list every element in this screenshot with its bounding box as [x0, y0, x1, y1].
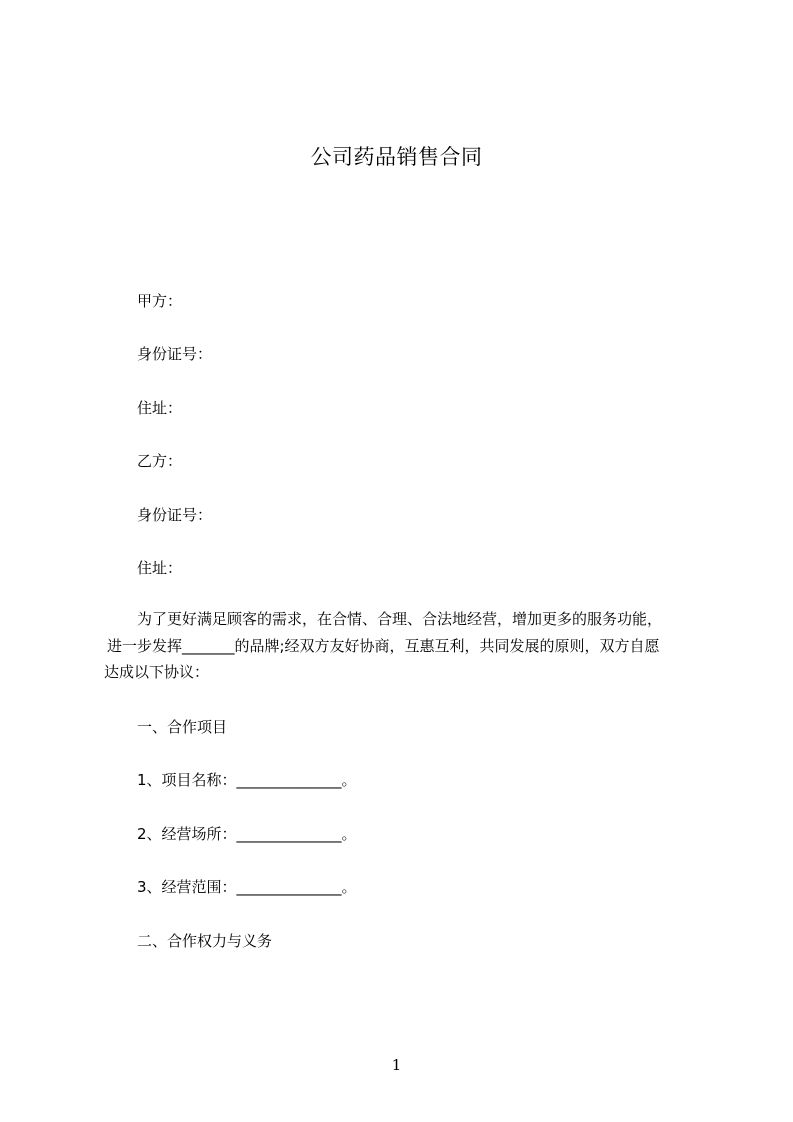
- party-a-address-label: 住址：: [137, 399, 183, 417]
- party-a-label: 甲方：: [137, 292, 183, 310]
- document-title: 公司药品销售合同: [310, 145, 483, 169]
- party-b-id-label: 身份证号：: [137, 506, 213, 524]
- business-location-item: 2、经营场所：______________。: [137, 825, 357, 843]
- project-name-item: 1、项目名称：______________。: [137, 771, 357, 789]
- page-number: 1: [391, 1056, 402, 1074]
- party-b-address-label: 住址：: [137, 559, 183, 577]
- party-b-label: 乙方：: [137, 452, 183, 470]
- section-1-heading: 一、合作项目: [137, 718, 228, 736]
- preamble-paragraph: [104, 606, 704, 686]
- preamble-line-3: 达成以下协议：: [104, 663, 210, 681]
- preamble-line-1: 为了更好满足顾客的需求，在合情、合理、合法地经营，增加更多的服务功能，: [137, 610, 663, 628]
- preamble-line-2: 进一步发挥_______的品牌;经双方友好协商，互惠互利，共同发展的原则，双方自愿: [107, 636, 660, 655]
- business-scope-item: 3、经营范围：______________。: [137, 878, 357, 896]
- section-2-heading: 二、合作权力与义务: [137, 932, 273, 950]
- party-a-id-label: 身份证号：: [137, 345, 213, 363]
